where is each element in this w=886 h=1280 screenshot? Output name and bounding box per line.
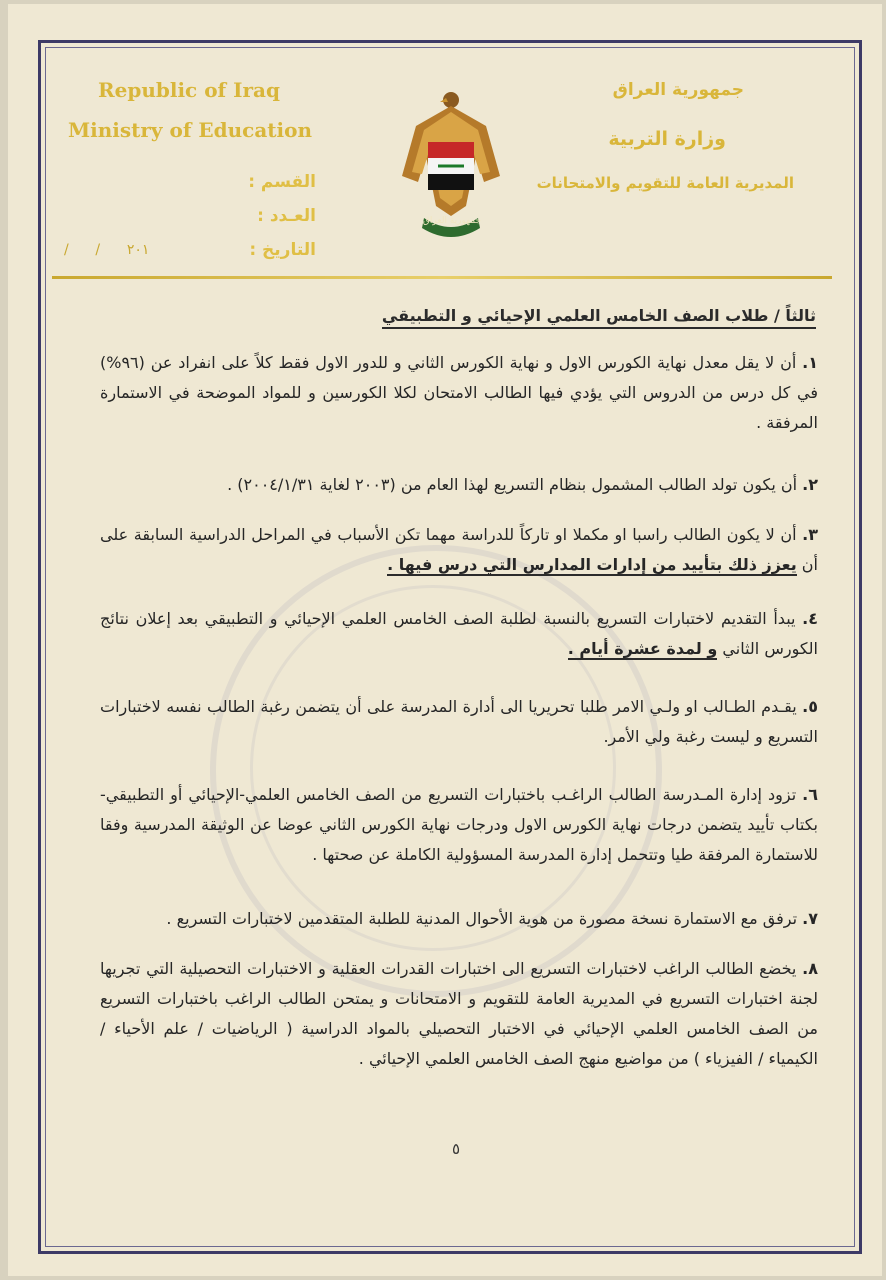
emblem-caption: جمهورية العراق: [422, 216, 482, 226]
letterhead-divider: [52, 276, 832, 279]
list-item: ٨. يخضع الطالب الراغب لاختبارات التسريع الى اختبارات القدرات العقلية و الاختبارات التحصيلية التي تجريها لجنة اختبارات التسريع في المديرية العامة للتقويم و الامتحانات و يمتحن الطالب الراغب باختبارات التسريع من الصف الخامس العلمي الإحيائي في الاختبار التحصيلي بالمواد الدراسية ( الرياضيات / علم الأحياء / الكيمياء / الفيزياء ) من مواضيع منهج الصف الخامس العلمي الإحيائي .: [100, 959, 818, 1068]
letterhead-en-republic: Republic of Iraq: [98, 78, 280, 102]
page-number: ٥: [452, 1140, 461, 1158]
list-item: ٦. تزود إدارة المـدرسة الطالب الراغـب باختبارات التسريع من الصف الخامس العلمي-الإحيائي أو التطبيقي-بكتاب تأييد يتضمن درجات نهاية الكورس الاول ودرجات نهاية الكورس الثاني عوضا عن الوثيقة المدرسية وفقا للاستمارة المرفقة طيا وتتحمل إدارة المدرسة المسؤولية الكاملة عن صحتها .: [100, 785, 818, 864]
letterhead-en-ministry: Ministry of Education: [68, 118, 313, 142]
field-section-label: القسم :: [248, 172, 316, 192]
field-date-value: / / ٢٠١: [64, 242, 150, 258]
letterhead-ar-ministry: وزارة التربية: [608, 128, 726, 150]
field-number-label: العـدد :: [257, 206, 316, 226]
letterhead-ar-directorate: المديرية العامة للتقويم والامتحانات: [536, 174, 794, 192]
list-item: ٧. ترفق مع الاستمارة نسخة مصورة من هوية الأحوال المدنية للطلبة المتقدمين لاختبارات التسريع .: [166, 909, 818, 928]
list-item: ٣. أن لا يكون الطالب راسبا او مكملا او تاركاً للدراسة مهما تكن الأسباب في المراحل الدراسية السابقة على أن يعزز ذلك بتأييد من إدارات المدارس التي درس فيها .: [100, 525, 818, 574]
list-item: ٤. يبدأ التقديم لاختبارات التسريع بالنسبة لطلبة الصف الخامس العلمي الإحيائي و التطبيقي بعد إعلان نتائج الكورس الثاني و لمدة عشرة أيام .: [100, 609, 818, 658]
letterhead-ar-republic: جمهورية العراق: [612, 80, 744, 100]
list-item: ٥. يقـدم الطـالب او ولـي الامر طلبا تحريريا الى أدارة المدرسة على أن يتضمن رغبة الطالب نفسه لاختبارات التسريع و ليست رغبة ولي الأمر.: [100, 697, 819, 746]
section-heading: ثالثاً / طلاب الصف الخامس العلمي الإحيائي و التطبيقي: [382, 306, 816, 329]
list-item: ١. أن لا يقل معدل نهاية الكورس الاول و نهاية الكورس الثاني و للدور الاول فقط كلاً على انفراد عن (٩٦%) في كل درس من الدروس التي يؤدي فيها الطالب الامتحان لكلا الكورسين و للمواد الموضحة في الاستمارة المرفقة .: [100, 353, 818, 432]
field-date-label: التاريخ :: [249, 240, 316, 260]
list-item: ٢. أن يكون تولد الطالب المشمول بنظام التسريع لهذا العام من (٢٠٠٣ لغاية ٢٠٠٤/١/٣١) .: [227, 475, 818, 494]
